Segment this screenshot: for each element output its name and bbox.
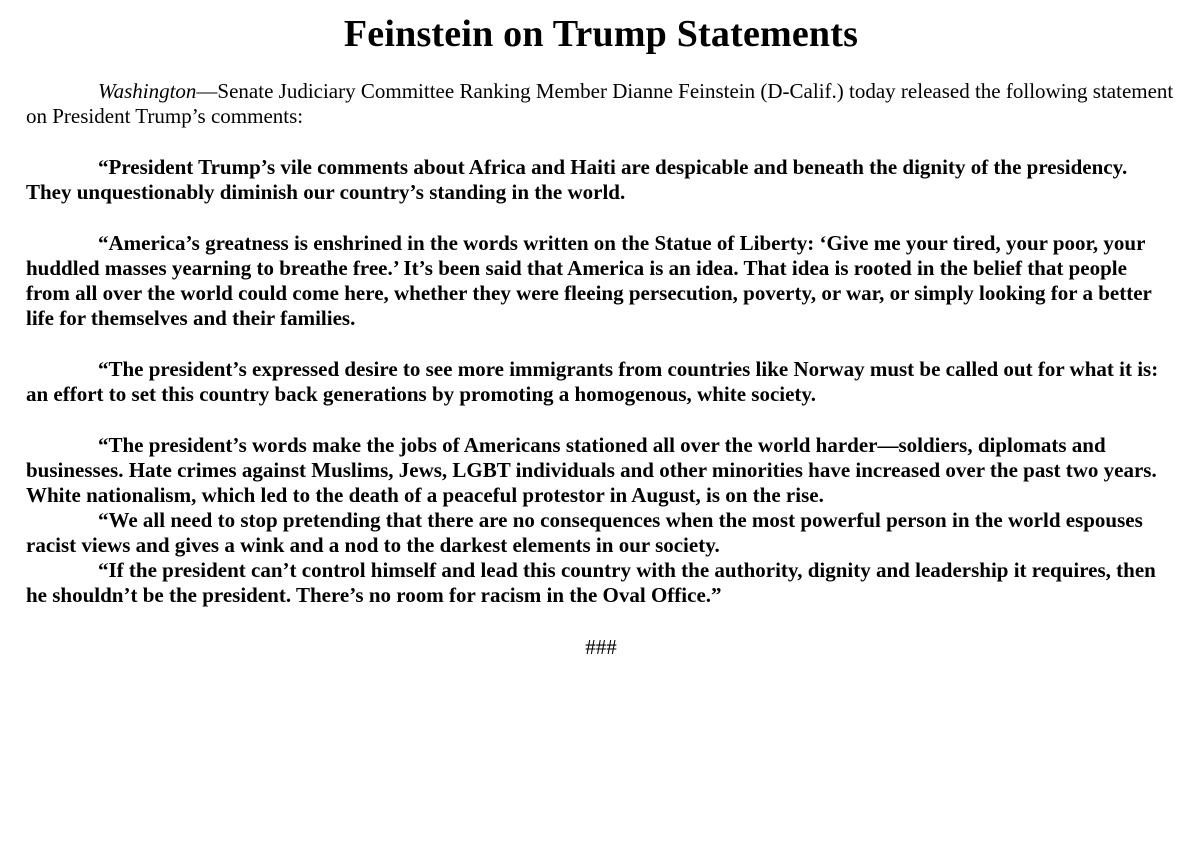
statement-paragraph-3: “The president’s expressed desire to see more immigrants from countries like Norway must be called out for what it is: an effort to set this country back generations by promoting a homogenous, white society.: [26, 357, 1159, 406]
end-mark: ###: [585, 635, 617, 659]
dateline-place: Washington: [98, 79, 197, 103]
press-release: [26, 0, 1176, 681]
statement-paragraph-4: “The president’s words make the jobs of Americans stationed all over the world harder—soldiers, diplomats and businesses. Hate crimes against Muslims, Jews, LGBT individuals and other minorities have increased over the past two years. White nationalism, which led to the death of a peaceful protestor in August, is on the rise.: [26, 433, 1157, 507]
statement-paragraph-2: “America’s greatness is enshrined in the words written on the Statue of Liberty: ‘Give me your tired, your poor, your huddled masses yearning to breathe free.’ It’s been said that America is an idea. That idea is rooted in the belief that people from all over the world could come here, whether they were fleeing persecution, poverty, or war, or simply looking for a better life for themselves and their families.: [26, 231, 1152, 330]
page-title: Feinstein on Trump Statements: [343, 13, 859, 55]
statement-paragraph-5: “We all need to stop pretending that there are no consequences when the most powerful person in the world espouses racist views and gives a wink and a nod to the darkest elements in our society.: [26, 508, 1143, 557]
intro-paragraph: [26, 79, 1176, 129]
statement-paragraph-1: “President Trump’s vile comments about Africa and Haiti are despicable and beneath the dignity of the presidency. They unquestionably diminish our country’s standing in the world.: [26, 155, 1128, 204]
intro-text: —Senate Judiciary Committee Ranking Member Dianne Feinstein (D-Calif.) today released the following statement on President Trump’s comments:: [26, 79, 1174, 128]
statement-paragraph-6: “If the president can’t control himself and lead this country with the authority, dignity and leadership it requires, then he shouldn’t be the president. There’s no room for racism in the Oval Office.”: [26, 558, 1156, 607]
